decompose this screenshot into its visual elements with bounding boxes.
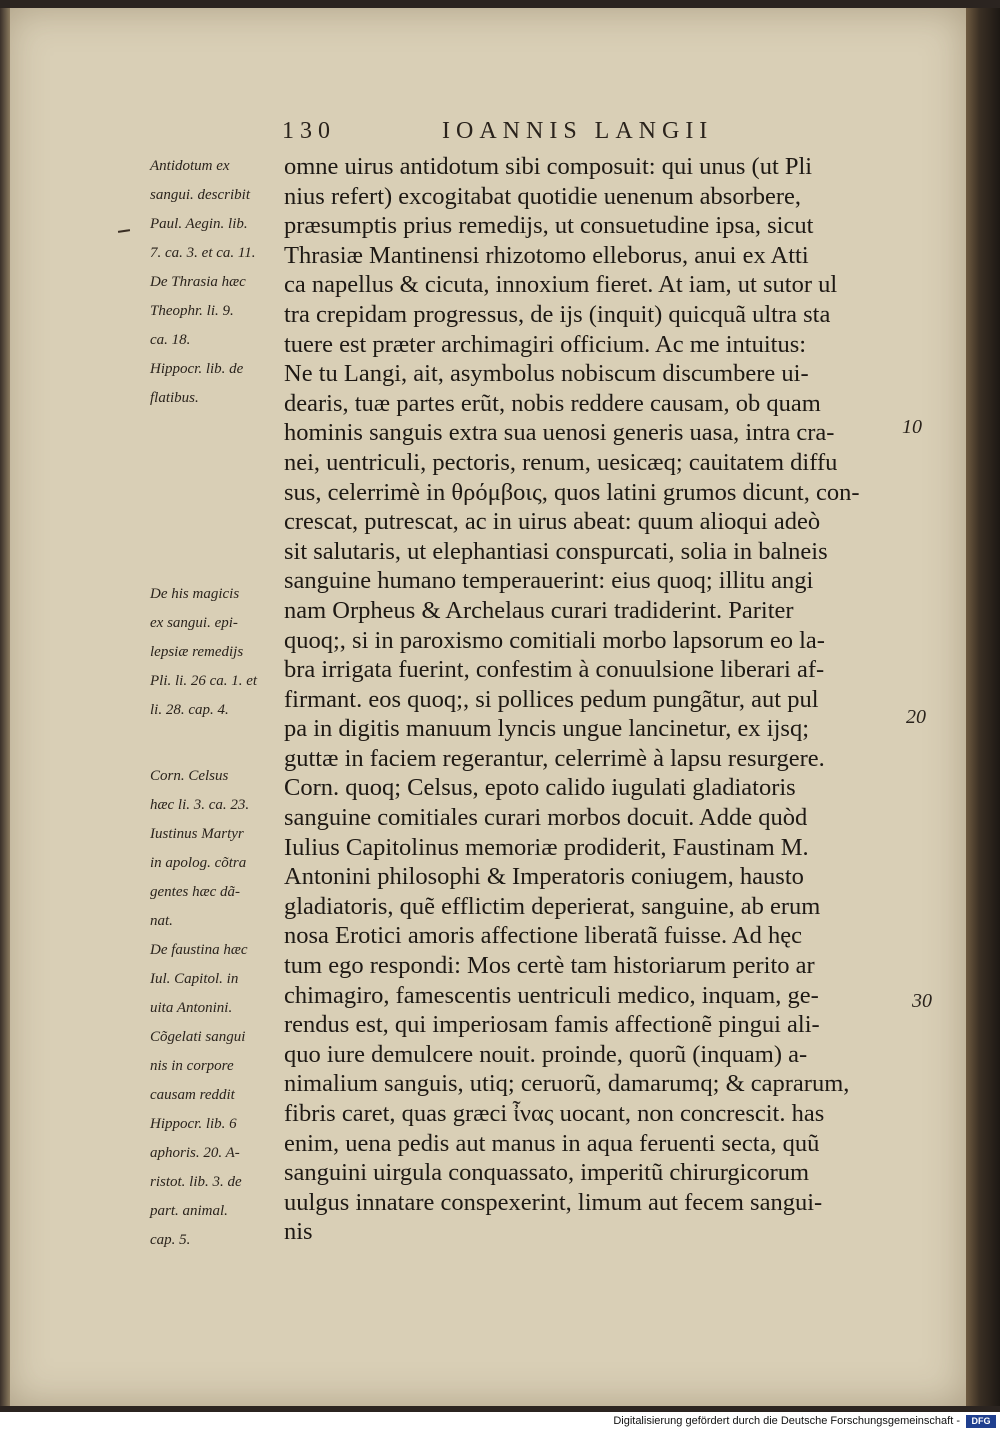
text-line: bra irrigata fuerint, confestim à conuulsione liberari af- [284,656,825,684]
text-line: sus, celerrimè in θρόμβοις, quos latini grumos dicunt, con- [284,478,860,506]
footer-bar [0,1412,1000,1432]
text-line: nei, uentriculi, pectoris, renum, uesicæq; cauitatem diffu [284,448,838,476]
margin-note-line: Paul. Aegin. lib. [150,216,248,232]
text-line: tuere est præter archimagiri officium. Ac me intuitus: [284,330,807,358]
margin-note-line: Pli. li. 26 ca. 1. et [150,673,258,689]
text-line: præsumptis prius remedijs, ut consuetudine ipsa, sicut [284,212,814,240]
margin-note-line: De faustina hæc [150,942,248,958]
text-line: fibris caret, quas græci ἶνας uocant, non concrescit. has [284,1100,825,1127]
book-spine-edge [966,8,1000,1406]
text-line: enim, uena pedis aut manus in aqua feruenti secta, quũ [284,1129,820,1157]
page-header [282,118,802,148]
margin-note-line: sangui. describit [150,187,250,203]
text-line: sit salutaris, ut elephantiasi conspurcati, solia in balneis [284,537,828,565]
text-line: dearis, tuæ partes erũt, nobis reddere causam, ob quam [284,389,821,417]
margin-note-line: 7. ca. 3. et ca. 11. [150,245,256,261]
margin-note-line: uita Antonini. [150,1000,233,1016]
text-line: nis [284,1218,313,1246]
text-line: firmant. eos quoq;, si pollices pedum pungãtur, aut pul [284,685,819,713]
text-line: hominis sanguis extra sua uenosi generis uasa, intra cra- [284,419,835,447]
margin-note-line: Theophr. li. 9. [150,303,234,319]
margin-note-line: ca. 18. [150,332,191,348]
text-line: Thrasiæ Mantinensi rhizotomo elleborus, anui ex Atti [284,241,809,269]
text-line: tum ego respondi: Mos certè tam historiarum perito ar [284,952,815,980]
text-line: pa in digitis manuum lyncis ungue lancinetur, ex ijsq; [284,715,810,743]
margin-note-line: Antidotum ex [150,158,230,174]
text-line: uulgus innatare conspexerint, limum aut fecem sangui- [284,1188,823,1216]
line-number-30: 30 [912,990,932,1012]
text-line: Ne tu Langi, ait, asymbolus nobiscum discumbere ui- [284,360,809,388]
line-number-10: 10 [902,416,922,438]
margin-note-line: part. animal. [150,1203,228,1219]
margin-note-line: ex sangui. epi- [150,615,238,631]
margin-note-line: Cõgelati sangui [150,1029,246,1045]
text-line: guttæ in faciem regerantur, celerrimè à lapsu resurgere. [284,744,825,772]
text-line: ca napellus & cicuta, innoxium fieret. At iam, ut sutor ul [284,271,838,299]
margin-note-line: flatibus. [150,390,199,406]
margin-note-line: Hippocr. lib. de [150,361,244,377]
text-line: Iulius Capitolinus memoriæ prodiderit, Faustinam M. [284,833,809,861]
line-number-20: 20 [906,706,926,728]
text-line: crescat, putrescat, ac in uirus abeat: quum alioqui adeò [284,508,821,536]
folio-number: 130 [282,118,336,144]
margin-note-line: De Thrasia hæc [150,274,246,290]
text-line: rendus est, qui imperiosam famis affectionẽ pingui ali- [284,1011,820,1039]
text-line: tra crepidam progressus, de ijs (inquit) quicquã ultra sta [284,300,831,328]
margin-note-line: nis in corpore [150,1058,234,1074]
margin-note-line: Hippocr. lib. 6 [150,1116,237,1132]
text-line: sanguine humano temperauerint: eius quoq; illitu angi [284,567,814,595]
text-line: Corn. quoq; Celsus, epoto calido iugulati gladiatoris [284,774,796,802]
margin-note-line: gentes hæc dã- [150,884,240,900]
text-line: nius refert) excogitabat quotidie uenenum absorbere, [284,182,802,210]
text-line: nosa Erotici amoris affectione liberatã fuisse. Ad hęc [284,922,802,950]
margin-note-line: li. 28. cap. 4. [150,702,229,718]
main-text-block [284,152,904,1247]
text-line: sanguine comitiales curari morbos docuit. Adde quòd [284,804,808,832]
margin-note-line: hæc li. 3. ca. 23. [150,797,250,813]
footer-credit: Digitalisierung gefördert durch die Deutsche Forschungsgemeinschaft - [613,1415,960,1427]
text-line: chimagiro, famescentis uentriculi medico, inquam, ge- [284,981,819,1009]
text-line: nam Orpheus & Archelaus curari tradiderint. Pariter [284,596,794,624]
running-title: IOANNIS LANGII [442,118,714,144]
margin-note-line: causam reddit [150,1087,235,1103]
margin-note-line: lepsiæ remedijs [150,644,244,660]
margin-note-line: nat. [150,913,173,929]
margin-note-line: cap. 5. [150,1232,191,1248]
margin-note-line: Iul. Capitol. in [150,971,239,987]
margin-note-line: ristot. lib. 3. de [150,1174,242,1190]
note-antidotum [150,152,256,413]
text-line: sanguini uirgula conquassato, imperitũ chirurgicorum [284,1159,810,1187]
margin-note-line: in apolog. cõtra [150,855,247,871]
margin-note-line: aphoris. 20. A- [150,1145,240,1161]
text-line: quoq;, si in paroxismo comitiali morbo lapsorum eo la- [284,626,825,654]
dfg-logo: DFG [966,1415,996,1428]
margin-note-line: Corn. Celsus [150,768,229,784]
text-line: quo iure demulcere nouit. proinde, quorũ (inquam) a- [284,1040,808,1068]
text-line: Antonini philosophi & Imperatoris coniugem, hausto [284,863,804,891]
margin-note-line: De his magicis [150,586,240,602]
text-line: nimalium sanguis, utiq; ceruorũ, damarumq; & caprarum, [284,1070,850,1098]
left-page-edge [0,8,10,1406]
note-magicis [150,580,257,725]
text-line: gladiatoris, quẽ efflictim deperierat, sanguine, ab erum [284,892,821,920]
note-celsus [150,762,249,1255]
text-line: omne uirus antidotum sibi composuit: qui unus (ut Pli [284,153,813,180]
margin-note-line: Iustinus Martyr [150,826,244,842]
